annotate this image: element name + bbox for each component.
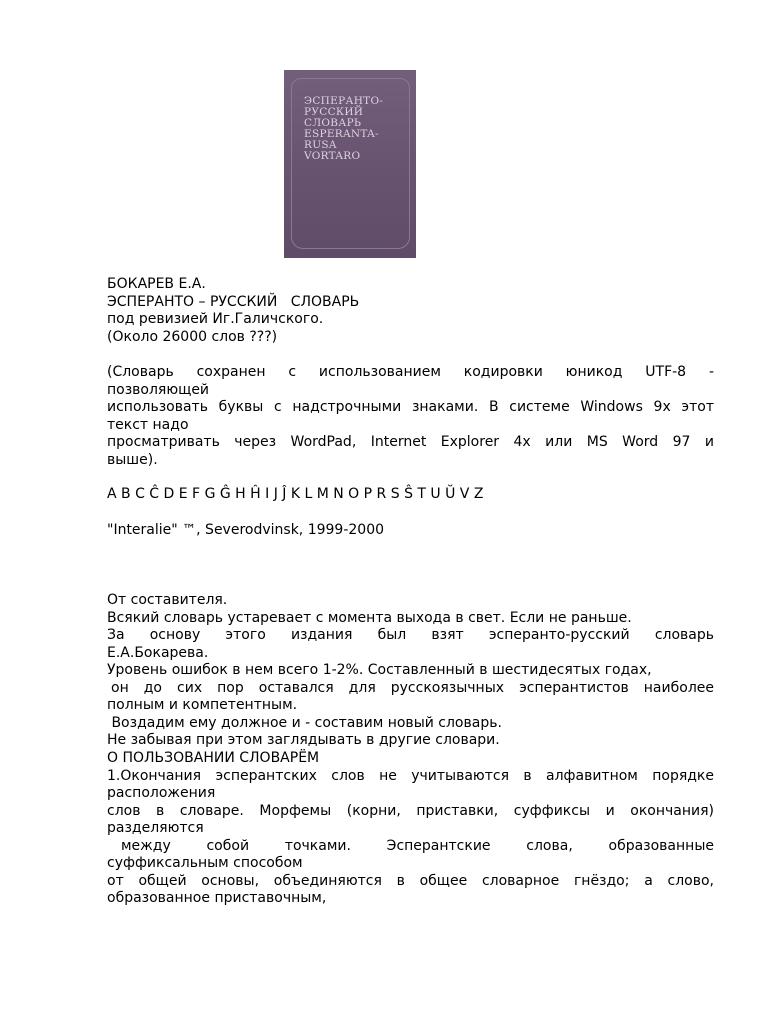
- cover-title: [304, 96, 383, 162]
- preface-block: [107, 592, 714, 750]
- copyright-block: [107, 522, 714, 540]
- usage-line: от общей основы, объединяются в общее словарное гнёздо; а слово,: [107, 872, 714, 889]
- usage-line: суффиксальным способом: [107, 855, 303, 871]
- alphabet-block: [107, 486, 714, 504]
- cover-line: VORTARO: [304, 150, 361, 162]
- note-line: текст надо: [107, 416, 189, 433]
- preface-line: Уровень ошибок в нем всего 1-2%. Составленный в шестидесятых годах,: [107, 662, 652, 678]
- preface-line: полным и компетентным.: [107, 697, 298, 713]
- preface-line: Не забывая при этом заглядывать в другие словари.: [107, 732, 500, 748]
- preface-line: Воздадим ему должное и - составим новый словарь.: [107, 714, 502, 731]
- usage-line: 1.Окончания эсперантских слов не учитываются в алфавитном порядке: [107, 767, 714, 784]
- encoding-note: [107, 364, 714, 469]
- preface-heading: От составителя.: [107, 592, 228, 608]
- note-line: выше).: [107, 451, 158, 468]
- header-block: [107, 276, 714, 346]
- usage-line: между собой точками. Эсперантские слова, образованные: [121, 837, 714, 854]
- usage-line: слов в словаре. Морфемы (корни, приставки, суффиксы и окончания): [107, 802, 714, 819]
- preface-line: Всякий словарь устаревает с момента выхода в свет. Если не раньше.: [107, 609, 632, 626]
- note-line: позволяющей: [107, 381, 210, 398]
- cover-line: СЛОВАРЬ: [304, 117, 362, 129]
- author: БОКАРЕВ Е.А.: [107, 276, 206, 292]
- cover-line: ESPERANTA-: [304, 128, 379, 140]
- book-cover-image: [284, 70, 416, 258]
- preface-line: Е.А.Бокарева.: [107, 644, 209, 661]
- preface-line: он до сих пор оставался для русскоязычных эсперантистов наиболее: [111, 679, 714, 696]
- cover-line: РУССКИЙ: [304, 106, 364, 118]
- cover-line: RUSA: [304, 139, 337, 151]
- usage-block: [107, 750, 714, 908]
- word-count: (Около 26000 слов ???): [107, 328, 278, 345]
- note-line: использовать буквы с надстрочными знаками. В системе Windows 9x этот: [107, 399, 714, 415]
- preface-line: За основу этого издания был взят эсперанто-русский словарь: [107, 627, 714, 643]
- note-line: просматривать через WordPad, Internet Explorer 4x или MS Word 97 и: [107, 434, 714, 450]
- book-title: ЭСПЕРАНТО – РУССКИЙ СЛОВАРЬ: [107, 293, 360, 310]
- note-line: (Словарь сохранен с использованием кодировки юникод UTF-8 -: [107, 364, 714, 380]
- usage-line: разделяются: [107, 820, 204, 836]
- cover-line: ЭСПЕРАНТО-: [304, 95, 384, 107]
- copyright-line: "Interalie" ™, Severodvinsk, 1999-2000: [107, 522, 385, 538]
- usage-line: образованное приставочным,: [107, 890, 327, 906]
- usage-heading: О ПОЛЬЗОВАНИИ СЛОВАРЁМ: [107, 750, 320, 766]
- revision-note: под ревизией Иг.Галичского.: [107, 311, 324, 327]
- alphabet-line: A B C Ĉ D E F G Ĝ H Ĥ I J Ĵ K L M N O P R S Ŝ T U Ŭ V Z: [107, 486, 484, 502]
- usage-line: расположения: [107, 785, 216, 801]
